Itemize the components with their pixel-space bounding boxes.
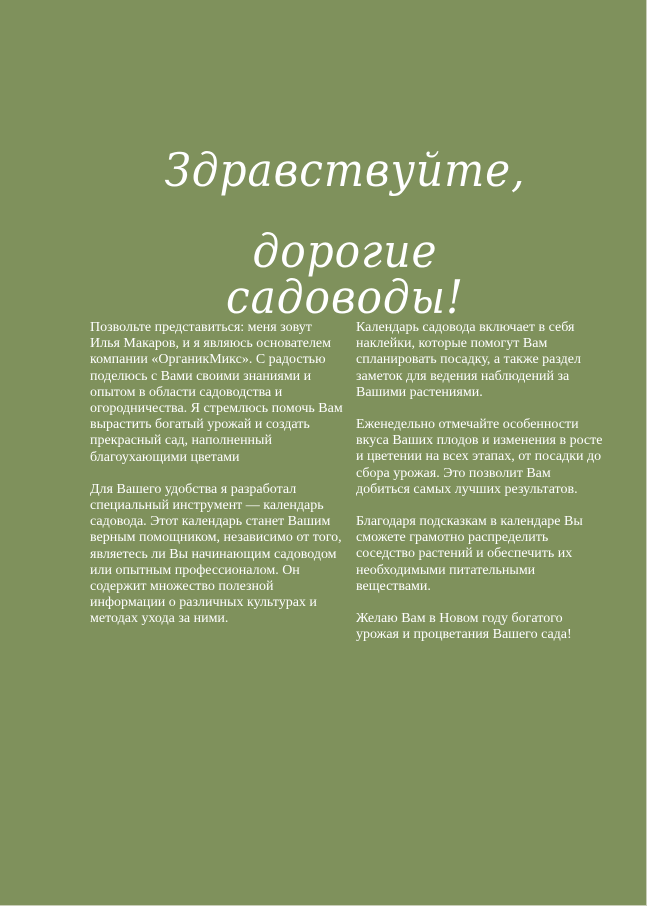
left-text-column: [90, 320, 345, 644]
weekly-notes-paragraph: Еженедельно отмечайте особенности вкуса Ваших плодов и изменения в росте и цветении на всех этапах, от посадки до сбора урожая. Это позволит Вам добиться самых лучших результатов.: [356, 417, 603, 497]
greeting-heading-line1: Здравствуйте,: [164, 143, 526, 197]
new-year-wish-paragraph: Желаю Вам в Новом году богатого урожая и процветания Вашего сада!: [356, 611, 572, 643]
right-text-column: [356, 320, 606, 659]
tips-paragraph: Благодаря подсказкам в календаре Вы сможете грамотно распределить соседство растений и обеспечить их необходимыми питательными веществами.: [356, 514, 583, 594]
greeting-heading-line2: дорогие садоводы!: [226, 224, 464, 324]
calendar-tool-paragraph: Для Вашего удобства я разработал специальный инструмент — календарь садовода. Этот календарь станет Вашим верным помощником, независимо от того, являетесь ли Вы начинающим садоводом или опытным профессионалом. Он содержит множество полезной информации о различных культурах и методах ухода за ними.: [90, 481, 342, 627]
stickers-paragraph: Календарь садовода включает в себя наклейки, которые помогут Вам спланировать посадку, а также раздел заметок для ведения наблюдений за Вашими растениями.: [356, 320, 581, 400]
intro-paragraph: Позвольте представиться: меня зовут Илья Макаров, и я являюсь основателем компании «ОрганикМикс». С радостью поделюсь с Вами своими знаниями и опытом в области садоводства и огородничества. Я стремлюсь помочь Вам вырастить богатый урожай и создать прекрасный сад, наполненный благоухающими цветами: [90, 320, 343, 465]
